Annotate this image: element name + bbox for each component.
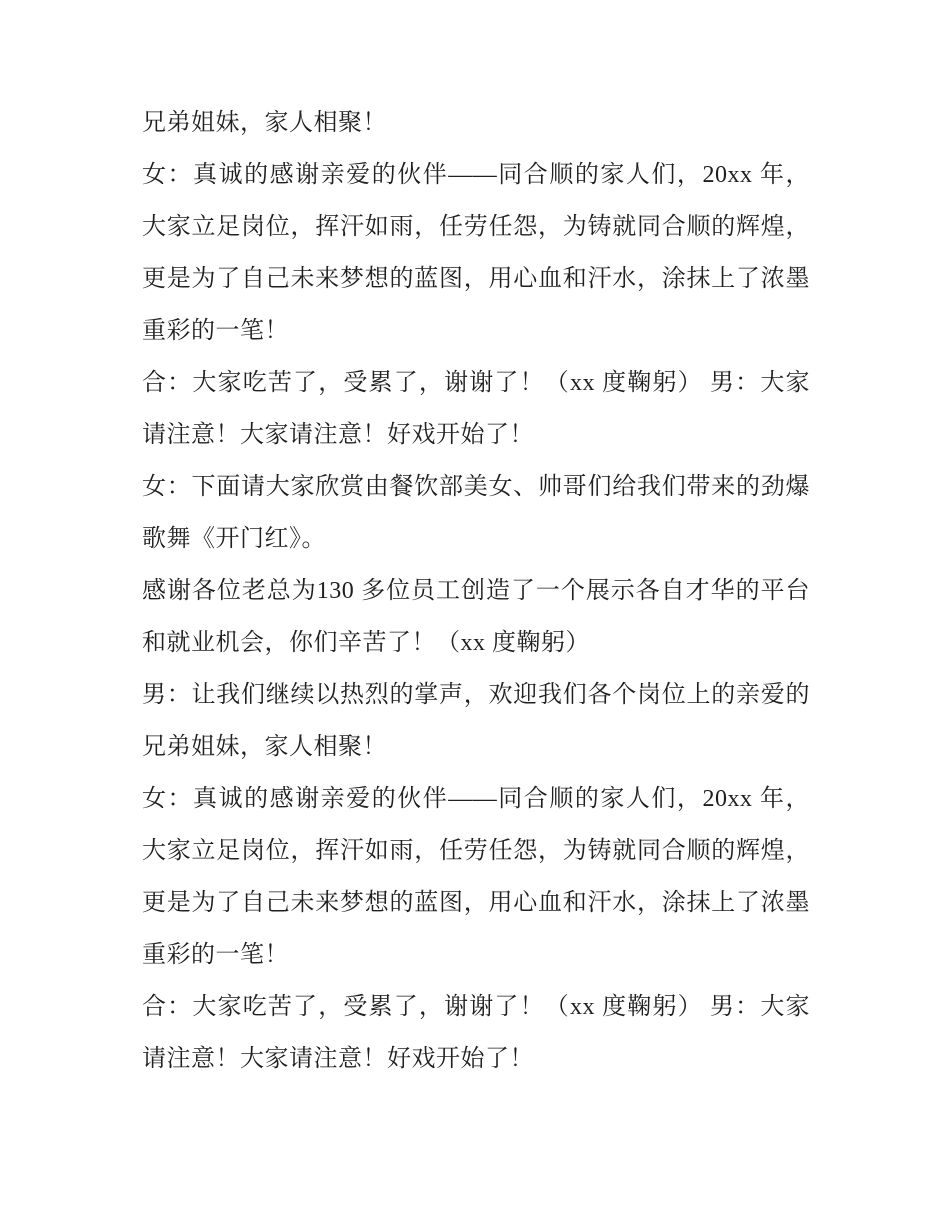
text-line: 女：真诚的感谢亲爱的伙伴——同合顺的家人们，20xx 年， (142, 162, 810, 188)
text-block (142, 97, 810, 1085)
text-line: 和就业机会，你们辛苦了！（xx 度鞠躬） (142, 630, 590, 656)
text-line: 男：让我们继续以热烈的掌声，欢迎我们各个岗位上的亲爱的 (142, 682, 810, 708)
text-line: 感谢各位老总为130 多位员工创造了一个展示各自才华的平台 (142, 578, 810, 604)
text-line: 女：真诚的感谢亲爱的伙伴——同合顺的家人们，20xx 年， (142, 786, 810, 812)
text-line: 更是为了自己未来梦想的蓝图，用心血和汗水，涂抹上了浓墨 (142, 266, 810, 292)
text-line: 女：下面请大家欣赏由餐饮部美女、帅哥们给我们带来的劲爆 (142, 474, 810, 500)
text-line: 歌舞《开门红》。 (142, 526, 326, 552)
text-line: 请注意！大家请注意！好戏开始了！ (142, 1046, 534, 1072)
text-line: 合：大家吃苦了，受累了，谢谢了！（xx 度鞠躬） 男：大家 (142, 994, 810, 1020)
text-line: 请注意！大家请注意！好戏开始了！ (142, 422, 534, 448)
text-line: 大家立足岗位，挥汗如雨，任劳任怨，为铸就同合顺的辉煌， (142, 838, 810, 864)
text-line: 兄弟姐妹，家人相聚！ (142, 110, 387, 136)
text-line: 大家立足岗位，挥汗如雨，任劳任怨，为铸就同合顺的辉煌， (142, 214, 810, 240)
text-line: 重彩的一笔！ (142, 942, 289, 968)
text-line: 兄弟姐妹，家人相聚！ (142, 734, 387, 760)
text-line: 重彩的一笔！ (142, 318, 289, 344)
text-line: 更是为了自己未来梦想的蓝图，用心血和汗水，涂抹上了浓墨 (142, 890, 810, 916)
text-line: 合：大家吃苦了，受累了，谢谢了！（xx 度鞠躬） 男：大家 (142, 370, 810, 396)
